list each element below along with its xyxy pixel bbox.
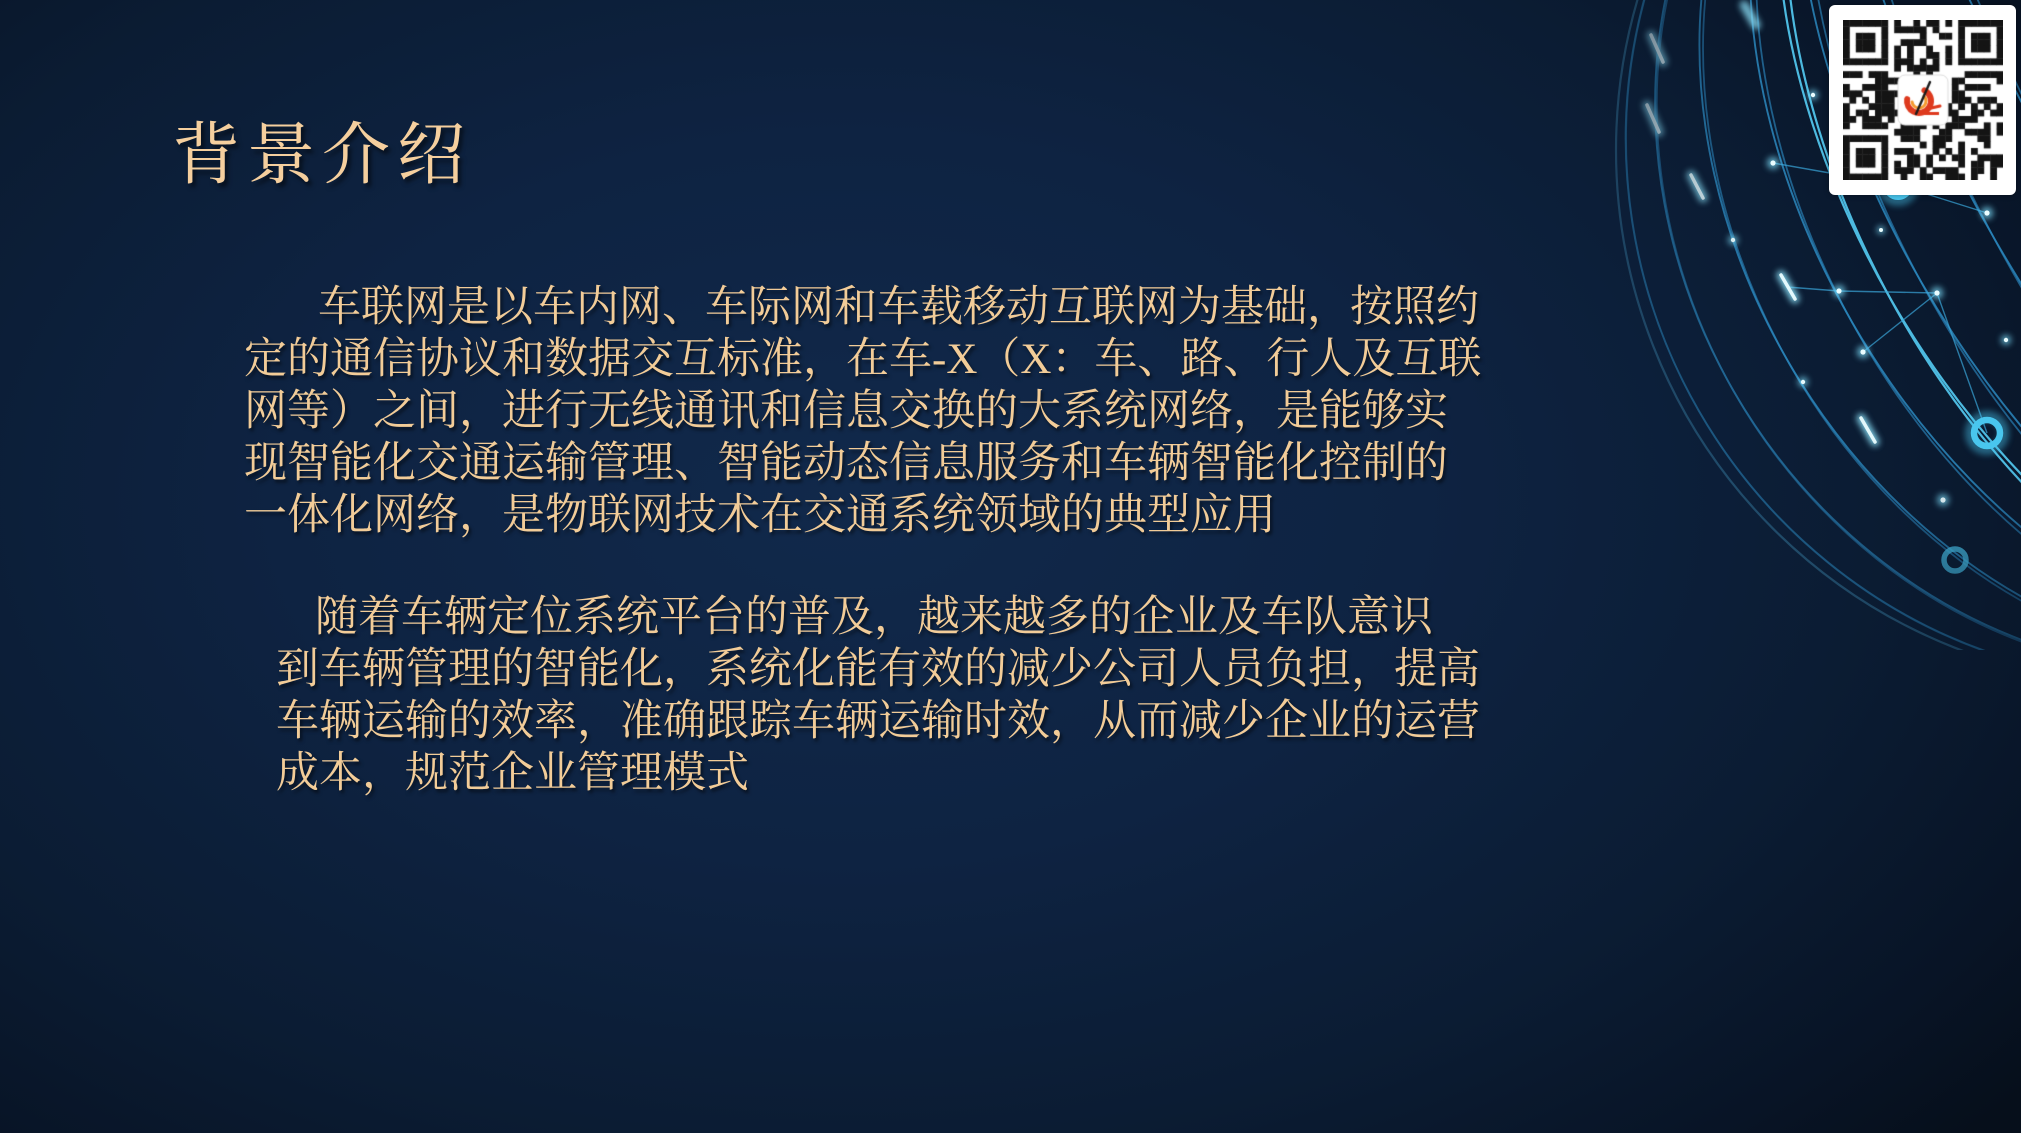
slide-body xyxy=(244,282,1481,800)
text-line: 到车辆管理的智能化，系统化能有效的减少公司人员负担，提高 xyxy=(276,646,1480,693)
text-line: 网等）之间，进行无线通讯和信息交换的大系统网络，是能够实 xyxy=(244,388,1448,435)
text-line: 车联网是以车内网、车际网和车载移动互联网为基础，按照约 xyxy=(318,284,1479,331)
text-line: 一体化网络，是物联网技术在交通系统领域的典型应用 xyxy=(244,492,1276,539)
text-line: 车辆运输的效率，准确跟踪车辆运输时效，从而减少企业的运营 xyxy=(276,698,1480,745)
paragraph-1 xyxy=(244,282,1481,542)
text-line: 定的通信协议和数据交互标准，在车-X（X：车、路、行人及互联 xyxy=(244,336,1482,383)
text-line: 现智能化交通运输管理、智能动态信息服务和车辆智能化控制的 xyxy=(244,440,1448,487)
text-line: 成本，规范企业管理模式 xyxy=(276,750,749,797)
qr-code-canvas xyxy=(1843,20,2003,180)
paragraph-2 xyxy=(244,592,1481,800)
globe-node-rings xyxy=(1882,169,2004,571)
page-title: 背景介绍 xyxy=(172,117,473,193)
qr-code xyxy=(1829,5,2016,195)
text-line: 随着车辆定位系统平台的普及，越来越多的企业及车队意识 xyxy=(315,594,1433,641)
